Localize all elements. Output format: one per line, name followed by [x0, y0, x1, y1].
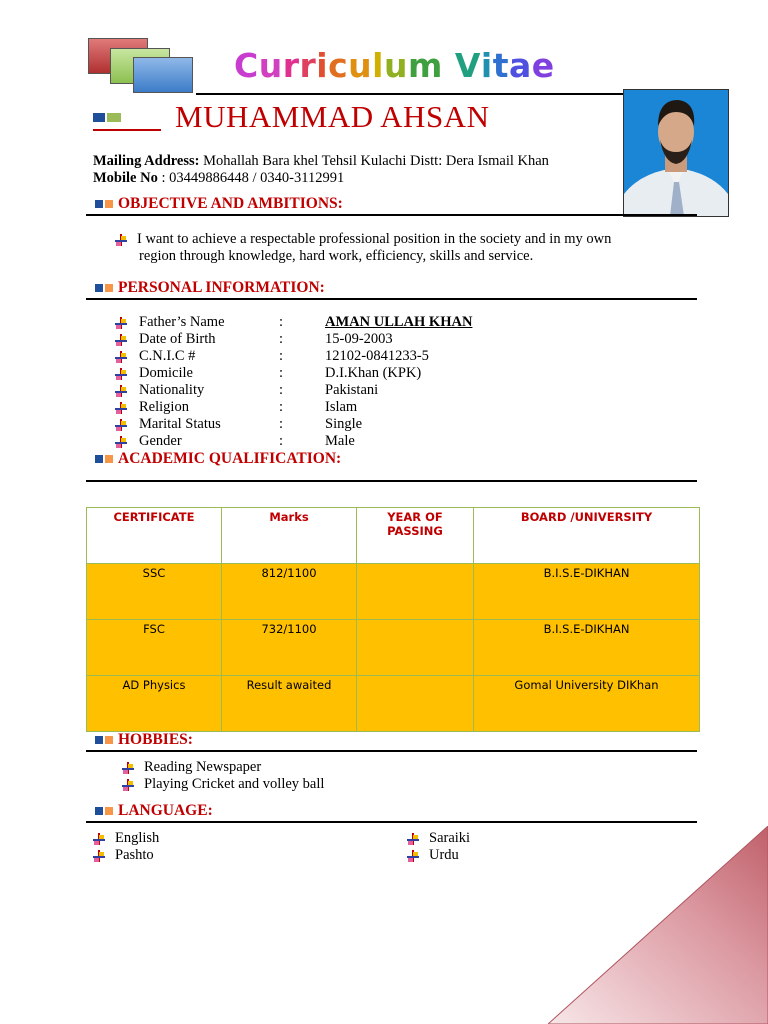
bullet-icon — [115, 419, 127, 431]
personal-info-label: Domicile — [139, 365, 193, 381]
heading-square-blue — [95, 455, 103, 463]
bullet-icon — [115, 368, 127, 380]
mobile-label: Mobile No — [93, 170, 158, 186]
mailing-address — [93, 153, 549, 170]
academic-heading: ACADEMIC QUALIFICATION: — [95, 450, 341, 468]
bullet-icon — [122, 762, 134, 774]
heading-square-orange — [105, 284, 113, 292]
personal-info-label: Religion — [139, 399, 189, 415]
title-letter: r — [299, 46, 317, 85]
decor-box-blue — [133, 57, 193, 93]
heading-square-blue — [95, 284, 103, 292]
bullet-icon — [93, 850, 105, 862]
page-curl-corner — [548, 826, 768, 1024]
bullet-icon — [115, 385, 127, 397]
language-item: English — [93, 830, 159, 847]
bullet-icon — [115, 234, 127, 246]
personal-rule — [86, 298, 697, 300]
table-header-cell: YEAR OF PASSING — [357, 508, 474, 564]
bullet-icon — [115, 317, 127, 329]
table-row — [87, 564, 700, 620]
personal-info-colon: : — [279, 416, 284, 432]
personal-info-value: 12102-0841233-5 — [325, 348, 429, 364]
table-cell: B.I.S.E-DIKHAN — [474, 620, 700, 676]
personal-heading: PERSONAL INFORMATION: — [95, 279, 325, 297]
objective-line-1: I want to achieve a respectable professional position in the society and in my own — [115, 231, 611, 248]
hobbies-heading: HOBBIES: — [95, 731, 193, 749]
academic-table — [86, 507, 700, 732]
table-header-cell: BOARD /UNIVERSITY — [474, 508, 700, 564]
bullet-icon — [407, 833, 419, 845]
bullet-icon — [115, 351, 127, 363]
heading-square-blue — [95, 807, 103, 815]
hobby-item: Reading Newspaper — [122, 759, 261, 776]
table-cell — [357, 676, 474, 732]
table-header-cell: Marks — [222, 508, 357, 564]
personal-info-label: Date of Birth — [139, 331, 216, 347]
mailing-address-label: Mailing Address: — [93, 153, 200, 169]
profile-photo — [623, 89, 729, 217]
table-cell: 732/1100 — [222, 620, 357, 676]
personal-info-value: Islam — [325, 399, 358, 415]
bullet-icon — [93, 833, 105, 845]
candidate-name: MUHAMMAD AHSAN — [175, 99, 490, 134]
academic-rule — [86, 480, 697, 482]
personal-info-value: Pakistani — [325, 382, 379, 398]
heading-square-blue — [95, 200, 103, 208]
language-item: Pashto — [93, 847, 154, 864]
title-letter: C — [234, 46, 259, 85]
table-cell: FSC — [87, 620, 222, 676]
heading-square-orange — [105, 200, 113, 208]
language-item: Urdu — [407, 847, 459, 864]
personal-info-colon: : — [279, 382, 284, 398]
language-rule — [86, 821, 697, 823]
title-letter: e — [531, 46, 555, 85]
personal-info-label: C.N.I.C # — [139, 348, 196, 364]
bullet-icon — [115, 436, 127, 448]
title-letter: i — [480, 46, 493, 85]
personal-info-label: Gender — [139, 433, 182, 449]
language-heading: LANGUAGE: — [95, 802, 213, 820]
cv-title — [234, 46, 555, 85]
personal-info-colon: : — [279, 348, 284, 364]
title-letter: V — [454, 46, 481, 85]
personal-info-colon: : — [279, 365, 284, 381]
table-cell: 812/1100 — [222, 564, 357, 620]
title-letter: t — [492, 46, 509, 85]
mailing-address-value: Mohallah Bara khel Tehsil Kulachi Distt: Dera Ismail Khan — [199, 153, 549, 169]
hobby-item: Playing Cricket and volley ball — [122, 776, 324, 793]
heading-square-orange — [105, 807, 113, 815]
table-cell — [357, 620, 474, 676]
table-cell: Gomal University DIKhan — [474, 676, 700, 732]
bullet-icon — [407, 850, 419, 862]
title-letter: a — [509, 46, 532, 85]
personal-info-value: 15-09-2003 — [325, 331, 393, 347]
personal-info-value: Male — [325, 433, 355, 449]
personal-info-value: AMAN ULLAH KHAN — [325, 314, 473, 330]
personal-info-colon: : — [279, 331, 284, 347]
heading-square-orange — [105, 455, 113, 463]
header-rule — [196, 93, 624, 95]
bullet-icon — [115, 402, 127, 414]
table-row — [87, 620, 700, 676]
title-letter: m — [407, 46, 443, 85]
title-letter: l — [372, 46, 384, 85]
bullet-icon — [115, 334, 127, 346]
personal-info-value: D.I.Khan (KPK) — [325, 365, 422, 381]
table-row — [87, 676, 700, 732]
table-cell: SSC — [87, 564, 222, 620]
title-letter: u — [258, 46, 283, 85]
bullet-icon — [122, 779, 134, 791]
title-letter: u — [348, 46, 373, 85]
heading-square-orange — [105, 736, 113, 744]
personal-info-label: Marital Status — [139, 416, 221, 432]
mobile-value: : 03449886448 / 0340-3112991 — [157, 170, 345, 186]
title-letter: u — [383, 46, 408, 85]
personal-info-colon: : — [279, 399, 284, 415]
personal-info-colon: : — [279, 433, 284, 449]
hobbies-rule — [86, 750, 697, 752]
mobile-number — [93, 170, 344, 187]
table-header-cell: CERTIFICATE — [87, 508, 222, 564]
table-header-row — [87, 508, 700, 564]
title-letter: i — [316, 46, 329, 85]
table-cell — [357, 564, 474, 620]
objective-rule — [86, 214, 697, 216]
heading-square-blue — [95, 736, 103, 744]
title-letter: c — [328, 46, 349, 85]
objective-heading: OBJECTIVE AND AMBITIONS: — [95, 195, 343, 213]
personal-info-colon: : — [279, 314, 284, 330]
table-cell: Result awaited — [222, 676, 357, 732]
personal-info-label: Nationality — [139, 382, 205, 398]
objective-line-2: region through knowledge, hard work, efficiency, skills and service. — [139, 248, 534, 264]
personal-info-label: Father’s Name — [139, 314, 225, 330]
language-item: Saraiki — [407, 830, 470, 847]
personal-info-value: Single — [325, 416, 363, 432]
table-cell: AD Physics — [87, 676, 222, 732]
table-cell: B.I.S.E-DIKHAN — [474, 564, 700, 620]
title-letter: r — [282, 46, 300, 85]
